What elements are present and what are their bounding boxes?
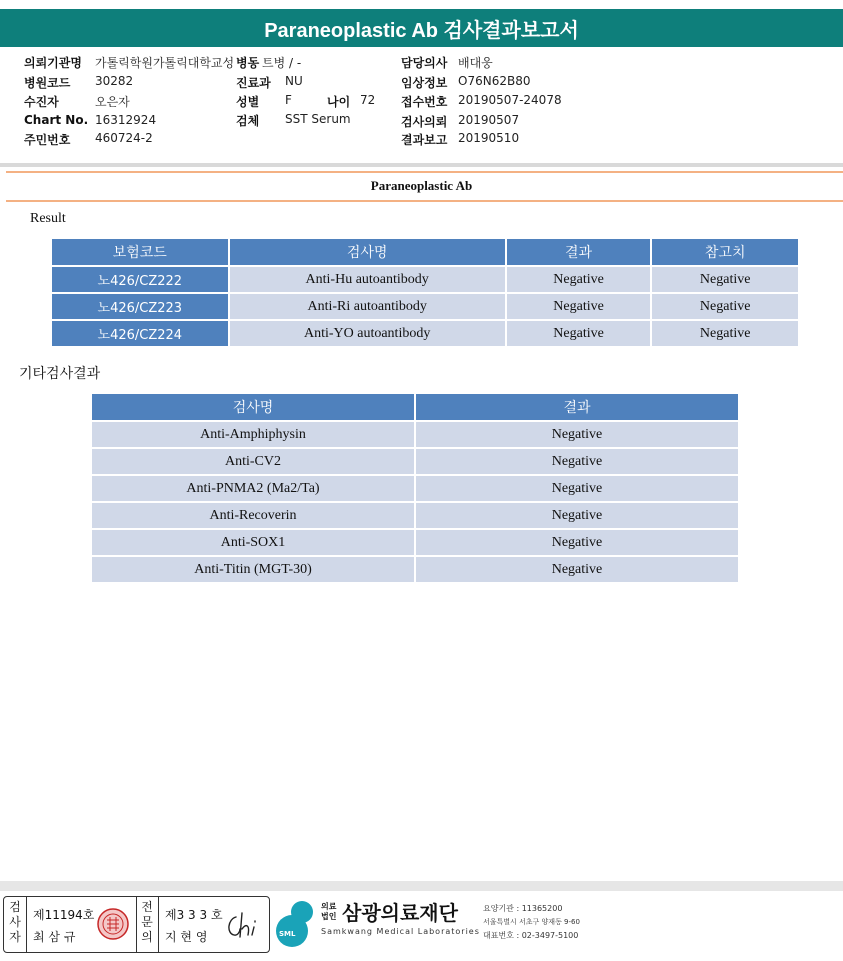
handwritten-signature [224,909,264,941]
examiner-name: 최 삼 규 [33,930,76,944]
clinical-label: 임상정보 [401,76,448,90]
table-row [92,530,738,555]
chart-label: Chart No. [24,113,89,127]
reference-value: Negative [652,321,798,346]
table-row [92,503,738,528]
test-result: Negative [507,267,651,292]
resident-label: 주민번호 [24,133,71,147]
sml-logo [272,896,842,951]
test-result: Negative [416,449,738,474]
receipt-label: 접수번호 [401,95,448,109]
ward-value: 트병 / - [262,56,302,70]
dept-value: NU [285,74,303,88]
dept-label: 진료과 [236,76,271,90]
resident-value: 460724-2 [95,131,153,145]
hospital-code-value: 30282 [95,74,134,88]
clinical-value: O76N62B80 [458,74,531,88]
sig-divider [26,897,27,952]
examiner-label: 검사자 [9,900,21,944]
ward-label: 병동 [236,56,260,70]
col-header-reference: 참고치 [652,239,798,265]
hospital-code-label: 병원코드 [24,76,71,90]
specimen-value: SST Serum [285,112,351,126]
patient-info [0,50,843,164]
specimen-label: 검체 [236,114,260,128]
doctor-label: 담당의사 [401,56,448,70]
section-divider-top [6,171,843,173]
test-result: Negative [416,557,738,582]
reference-value: Negative [652,267,798,292]
sex-label: 성별 [236,95,260,109]
patient-value: 오은자 [95,95,130,109]
age-label: 나이 [327,95,351,109]
table-row [52,321,798,346]
examiner-number: 제11194호 [33,908,95,922]
footer-divider [0,881,843,891]
test-name: Anti-CV2 [92,449,414,474]
doctor-value: 배대웅 [458,56,493,70]
test-name: Anti-Titin (MGT-30) [92,557,414,582]
test-result: Negative [507,321,651,346]
test-name: Anti-Hu autoantibody [230,267,505,292]
other-results-table [90,392,740,584]
table-row [92,557,738,582]
logo-name-ko: 삼광의료재단 [342,901,458,925]
sig-divider [158,897,159,952]
result-table-header [52,239,798,265]
other-table-header [92,394,738,420]
col-header-result: 결과 [416,394,738,420]
table-row [52,267,798,292]
table-row [52,294,798,319]
col-header-test: 검사명 [230,239,505,265]
test-name: Anti-Recoverin [92,503,414,528]
test-result: Negative [416,422,738,447]
test-result: Negative [416,530,738,555]
request-label: 검사의뢰 [401,115,448,129]
sig-divider [136,897,137,952]
report-label: 결과보고 [401,133,448,147]
test-result: Negative [416,503,738,528]
institution-value: 가톨릭학원가톨릭대학교성 [95,56,235,70]
request-value: 20190507 [458,113,520,127]
specialist-label: 전문의 [141,900,153,944]
test-name: Anti-Amphiphysin [92,422,414,447]
table-row [92,422,738,447]
result-table [50,237,800,348]
sml-badge-text: SML [279,930,296,938]
section-divider-bottom [6,200,843,202]
insurance-code: 노426/CZ223 [52,294,228,319]
test-name: Anti-PNMA2 (Ma2/Ta) [92,476,414,501]
reference-value: Negative [652,294,798,319]
logo-code-line: 요양기관 : 11365200 [483,904,563,913]
test-result: Negative [416,476,738,501]
table-row [92,449,738,474]
sex-value: F [285,93,292,107]
test-name: Anti-SOX1 [92,530,414,555]
logo-phone-line: 대표번호 : 02-3497-5100 [483,931,579,940]
logo-prefix-top: 의료 [321,902,337,911]
receipt-value: 20190507-24078 [458,93,562,107]
patient-label: 수진자 [24,95,59,109]
result-label: Result [30,211,66,226]
specialist-name: 지 현 영 [165,930,208,944]
report-title: Paraneoplastic Ab 검사결과보고서 [0,9,843,47]
logo-name-en: Samkwang Medical Laboratories [321,927,480,936]
col-header-result: 결과 [507,239,651,265]
insurance-code: 노426/CZ222 [52,267,228,292]
logo-address-line: 서울특별시 서초구 양재동 9-60 [483,918,580,926]
sml-badge-icon [272,898,320,948]
col-header-code: 보험코드 [52,239,228,265]
section-title: Paraneoplastic Ab [370,178,473,193]
test-name: Anti-Ri autoantibody [230,294,505,319]
header-divider [0,163,843,167]
seal-stamp [96,907,130,941]
table-row [92,476,738,501]
specialist-number: 제3 3 3 호 [165,908,223,922]
report-value: 20190510 [458,131,520,145]
insurance-code: 노426/CZ224 [52,321,228,346]
signature-box [3,896,270,953]
logo-prefix-bottom: 법인 [321,912,337,921]
test-result: Negative [507,294,651,319]
age-value: 72 [360,93,376,107]
chart-value: 16312924 [95,113,157,127]
test-name: Anti-YO autoantibody [230,321,505,346]
institution-label: 의뢰기관명 [24,56,82,70]
col-header-test: 검사명 [92,394,414,420]
other-results-label: 기타검사결과 [19,366,101,382]
